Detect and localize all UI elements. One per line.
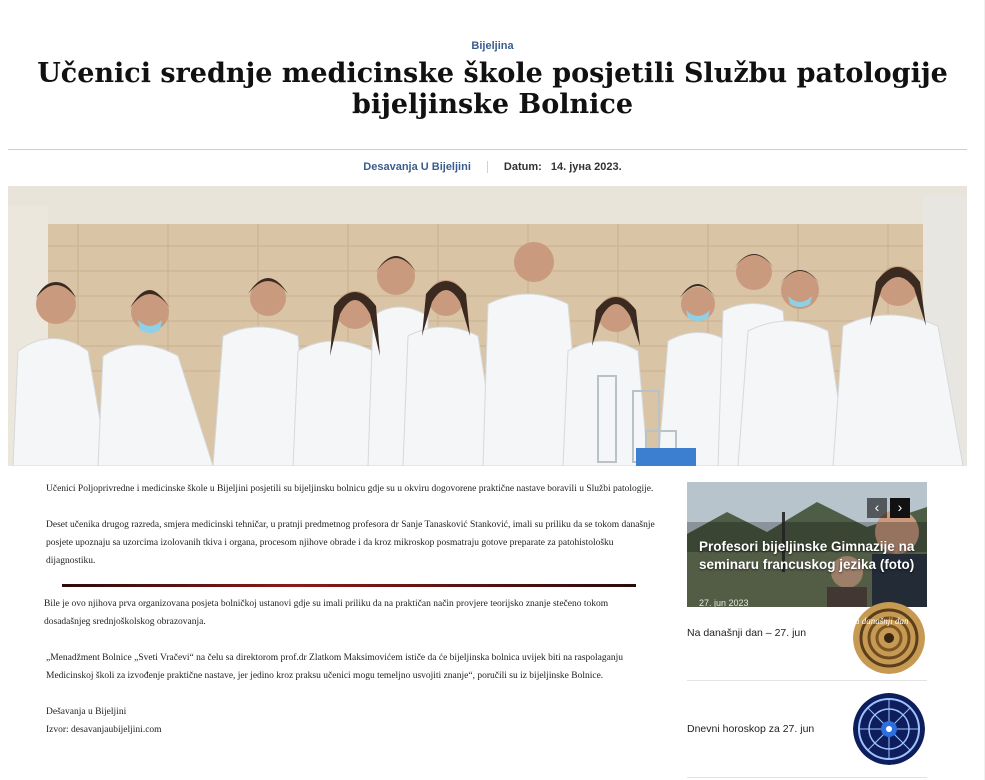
zodiac-wheel-thumbnail[interactable] [853,693,925,765]
sidebar-separator [687,680,927,681]
article-category[interactable]: Bijeljina [471,40,514,52]
zodiac-wheel-image [853,693,925,765]
thumbnail-text: a današnji dan [855,616,909,626]
article-body [46,480,656,739]
date-label: Datum: [503,161,542,173]
article-paragraph: Deset učenika drugog razreda, smjera medicinski tehničar, u pratnji predmetnog profesora dr Sanje Tanasković Stanković, imali su priliku da se tokom današnje posjete upoznaju sa uzorcima izolovanih tkiva i organa, procesom njihove obrade i da kroz mikroskop posmatraju gotove preparate za patohistološku dijagnostiku. [46,520,655,566]
meta-category-link[interactable]: Desavanja U Bijeljini [363,161,488,173]
hero-photo [8,186,967,466]
sidebar-item[interactable] [687,602,927,672]
article-paragraph: Učenici Poljoprivredne i medicinske škole u Bijeljini posjetili su bijeljinsku bolnicu gdje su u okviru dogovorene praktične nastave boravili u Službi patologije. [46,484,654,494]
article-closing: Dešavanja u Bijeljini [46,707,127,717]
sidebar-item[interactable] [687,693,927,763]
spiral-clock-image [853,602,925,674]
meta-date [488,161,622,173]
slider-date: 27. jun 2023 [699,598,749,607]
article-paragraph: „Menadžment Bolnice „Sveti Vračevi“ na čelu sa direktorom prof.dr Zlatkom Maksimovićem ističe da će bijeljinska bolnica uvijek biti na raspolaganju Medicinskoj školi za izvođenje praktične nastave, jer jedino kroz praksu učenici mogu temeljno usvojiti znanje“, poručili su iz bijeljinske Bolnice. [46,653,623,681]
slider-next-button[interactable] [890,498,910,518]
article-paragraph: Bile je ovo njihova prva organizovana posjeta bolničkoj ustanovi gdje su imali priliku da na praktičan način provjere teorijsko znanje stečeno tokom dosadašnjeg srednjoškolskog obrazovanja. [44,599,609,627]
date-value: 14. јуна 2023. [550,161,622,173]
students-group-photo [8,186,967,466]
article-source: Izvor: desavanjaubijeljini.com [46,725,162,735]
spiral-clock-thumbnail[interactable] [853,602,925,674]
chevron-left-icon: ‹ [874,499,880,515]
inline-divider-red [62,584,636,587]
sidebar-separator [687,777,927,778]
sidebar [687,482,927,735]
slider-title[interactable]: Profesori bijeljinske Gimnazije na seminaru francuskog jezika (foto) [699,539,915,572]
sidebar-item-label[interactable]: Na današnji dan – 27. jun [687,627,807,639]
title-divider [8,149,967,150]
slider-prev-button[interactable] [867,498,887,518]
article-meta [0,161,985,173]
article-title: Učenici srednje medicinske škole posjetili Službu patologije bijeljinske Bolnice [37,58,948,120]
chevron-right-icon: › [897,499,903,515]
sidebar-item-label[interactable]: Dnevni horoskop za 27. jun [687,723,815,735]
featured-slider[interactable] [687,482,927,607]
